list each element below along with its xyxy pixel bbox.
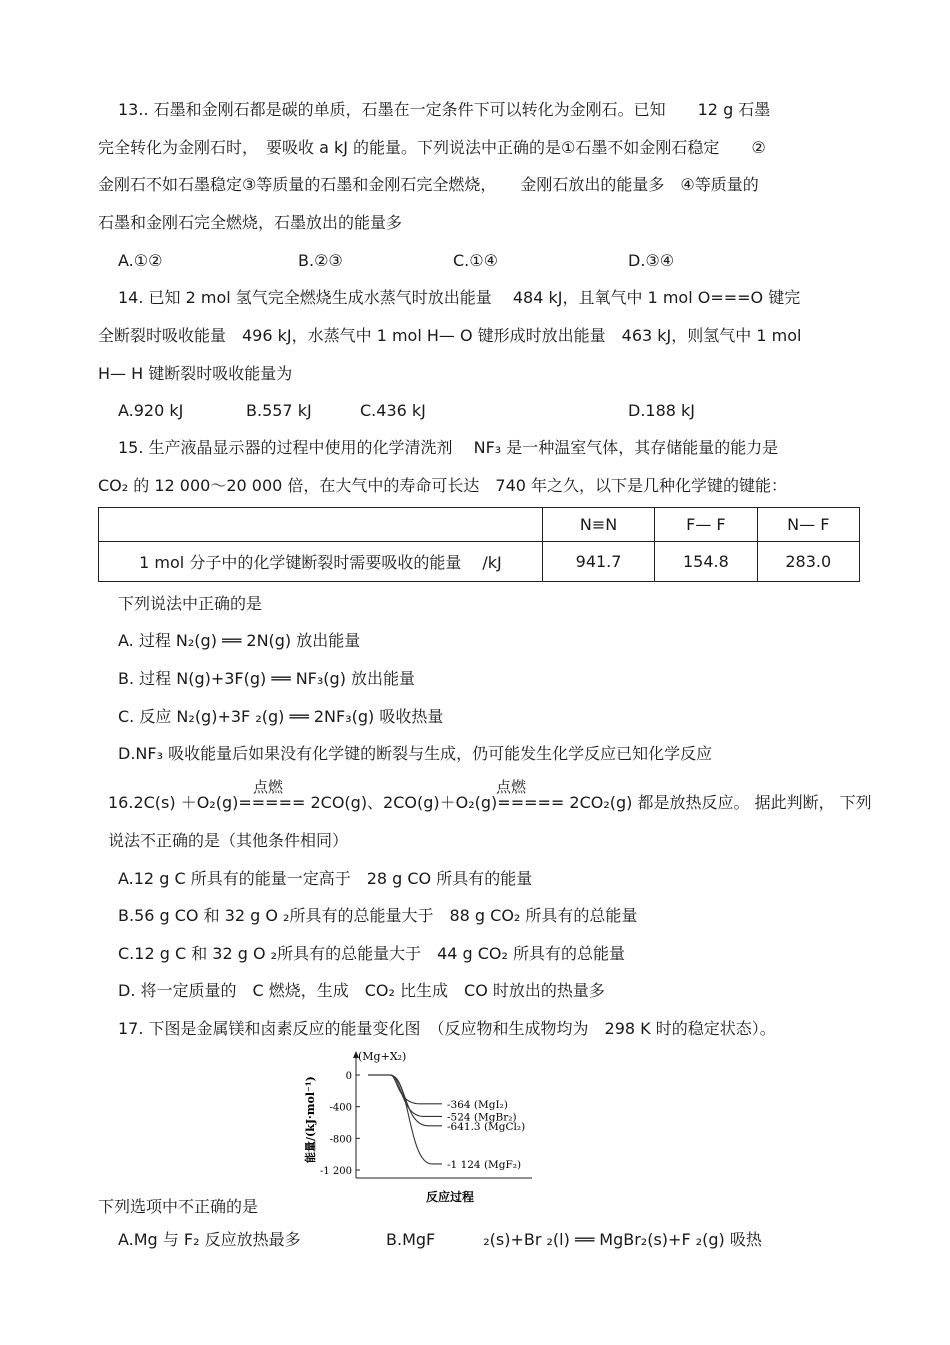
q13-option-a: A.①② — [118, 251, 163, 270]
table-header-cell: N≡N — [542, 508, 654, 542]
q13-line-3: 金刚石不如石墨稳定③等质量的石墨和金刚石完全燃烧， 金刚石放出的能量多 ④等质量的 — [98, 175, 759, 194]
table-cell: 154.8 — [655, 541, 757, 581]
chart-top-label: (Mg+X₂) — [358, 1050, 407, 1063]
q14-line-3: H— H 键断裂时吸收能量为 — [98, 364, 293, 383]
table-cell: 283.0 — [757, 541, 859, 581]
chart-data-label: -1 124 (MgF₂) — [447, 1158, 522, 1171]
table-header-cell — [99, 508, 543, 542]
q13-line-1: 13.. 石墨和金刚石都是碳的单质，石墨在一定条件下可以转化为金刚石。已知 12 g 石墨 — [118, 100, 771, 119]
table-header-cell: F— F — [655, 508, 757, 542]
q15-option-d: D.NF₃ 吸收能量后如果没有化学键的断裂与生成，仍可能发生化学反应已知化学反应 — [118, 744, 713, 763]
q17-prompt: 下列选项中不正确的是 — [98, 1197, 259, 1216]
q15-option-b: B. 过程 N(g)+3F(g) ══ NF₃(g) 放出能量 — [118, 669, 416, 688]
q17-line-1: 17. 下图是金属镁和卤素反应的能量变化图 （反应物和生成物均为 298 K 时的稳定状态）。 — [118, 1019, 776, 1038]
table-cell: 941.7 — [542, 541, 654, 581]
q17-option-b: B.MgF ₂(s)+Br ₂(l) ══ MgBr₂(s)+F ₂(g) 吸热 — [386, 1230, 762, 1249]
chart-y-tick-label: 0 — [345, 1071, 352, 1082]
q14-option-a: A.920 kJ — [118, 401, 184, 420]
q14-option-c: C.436 kJ — [360, 401, 426, 420]
table-row — [99, 541, 860, 581]
reaction-condition-1: 点燃 — [253, 778, 284, 796]
q16-option-c: C.12 g C 和 32 g O ₂所具有的总能量大于 44 g CO₂ 所具有的总能量 — [118, 944, 626, 963]
chart-y-tick-label: -400 — [329, 1102, 352, 1114]
q13-line-2: 完全转化为金刚石时， 要吸收 a kJ 的能量。下列说法中正确的是①石墨不如金刚石稳定 ② — [98, 138, 766, 157]
q15-option-c: C. 反应 N₂(g)+3F ₂(g) ══ 2NF₃(g) 吸收热量 — [118, 707, 444, 726]
chart-data-label: -524 (MgBr₂) — [447, 1111, 517, 1124]
chart-y-axis-label: 能量/(kJ·mol⁻¹) — [304, 1076, 317, 1163]
q16-option-b: B.56 g CO 和 32 g O ₂所具有的总能量大于 88 g CO₂ 所具有的总能量 — [118, 906, 638, 925]
q14-line-1: 14. 已知 2 mol 氢气完全燃烧生成水蒸气时放出能量 484 kJ，且氧气中 1 mol O===O 键完 — [118, 288, 801, 307]
energy-diagram — [300, 1048, 540, 1208]
q16-option-d: D. 将一定质量的 C 燃烧，生成 CO₂ 比生成 CO 时放出的热量多 — [118, 981, 605, 1000]
chart-x-axis-label: 反应过程 — [425, 1190, 475, 1204]
q13-option-b: B.②③ — [298, 251, 343, 270]
reaction-condition-2: 点燃 — [496, 778, 527, 796]
table-row-label: 1 mol 分子中的化学键断裂时需要吸收的能量 /kJ — [99, 541, 543, 581]
q16-option-a: A.12 g C 所具有的能量一定高于 28 g CO 所具有的能量 — [118, 869, 533, 888]
table-header-row — [99, 508, 860, 542]
q15-line-1: 15. 生产液晶显示器的过程中使用的化学清洗剂 NF₃ 是一种温室气体，其存储能量的能力是 — [118, 438, 779, 457]
chart-data-label: -364 (MgI₂) — [447, 1098, 508, 1111]
q15-option-a: A. 过程 N₂(g) ══ 2N(g) 放出能量 — [118, 631, 361, 650]
q14-option-b: B.557 kJ — [246, 401, 312, 420]
bond-energy-table — [98, 507, 860, 582]
q16-line-1: 16.2C(s) ＋O₂(g)===== 2CO(g)、2CO(g)＋O₂(g)===== 2CO₂(g) 都是放热反应。 据此判断， 下列 — [108, 793, 872, 812]
q15-prompt: 下列说法中正确的是 — [118, 594, 263, 613]
q13-option-c: C.①④ — [453, 251, 498, 270]
q17-option-a: A.Mg 与 F₂ 反应放热最多 — [118, 1230, 301, 1249]
q16-line-2: 说法不正确的是（其他条件相同） — [108, 831, 349, 850]
q14-line-2: 全断裂时吸收能量 496 kJ，水蒸气中 1 mol H— O 键形成时放出能量 463 kJ，则氢气中 1 mol — [98, 326, 802, 345]
q15-line-2: CO₂ 的 12 000～20 000 倍，在大气中的寿命可长达 740 年之久，以下是几种化学键的键能： — [98, 476, 788, 495]
chart-y-tick-label: -800 — [329, 1134, 352, 1146]
chart-y-tick-label: -1 200 — [319, 1166, 352, 1177]
chart-data-label: -641.3 (MgCl₂) — [447, 1120, 526, 1133]
q14-option-d: D.188 kJ — [628, 401, 696, 420]
q13-line-4: 石墨和金刚石完全燃烧，石墨放出的能量多 — [98, 213, 403, 232]
table-header-cell: N— F — [757, 508, 859, 542]
q13-option-d: D.③④ — [628, 251, 675, 270]
